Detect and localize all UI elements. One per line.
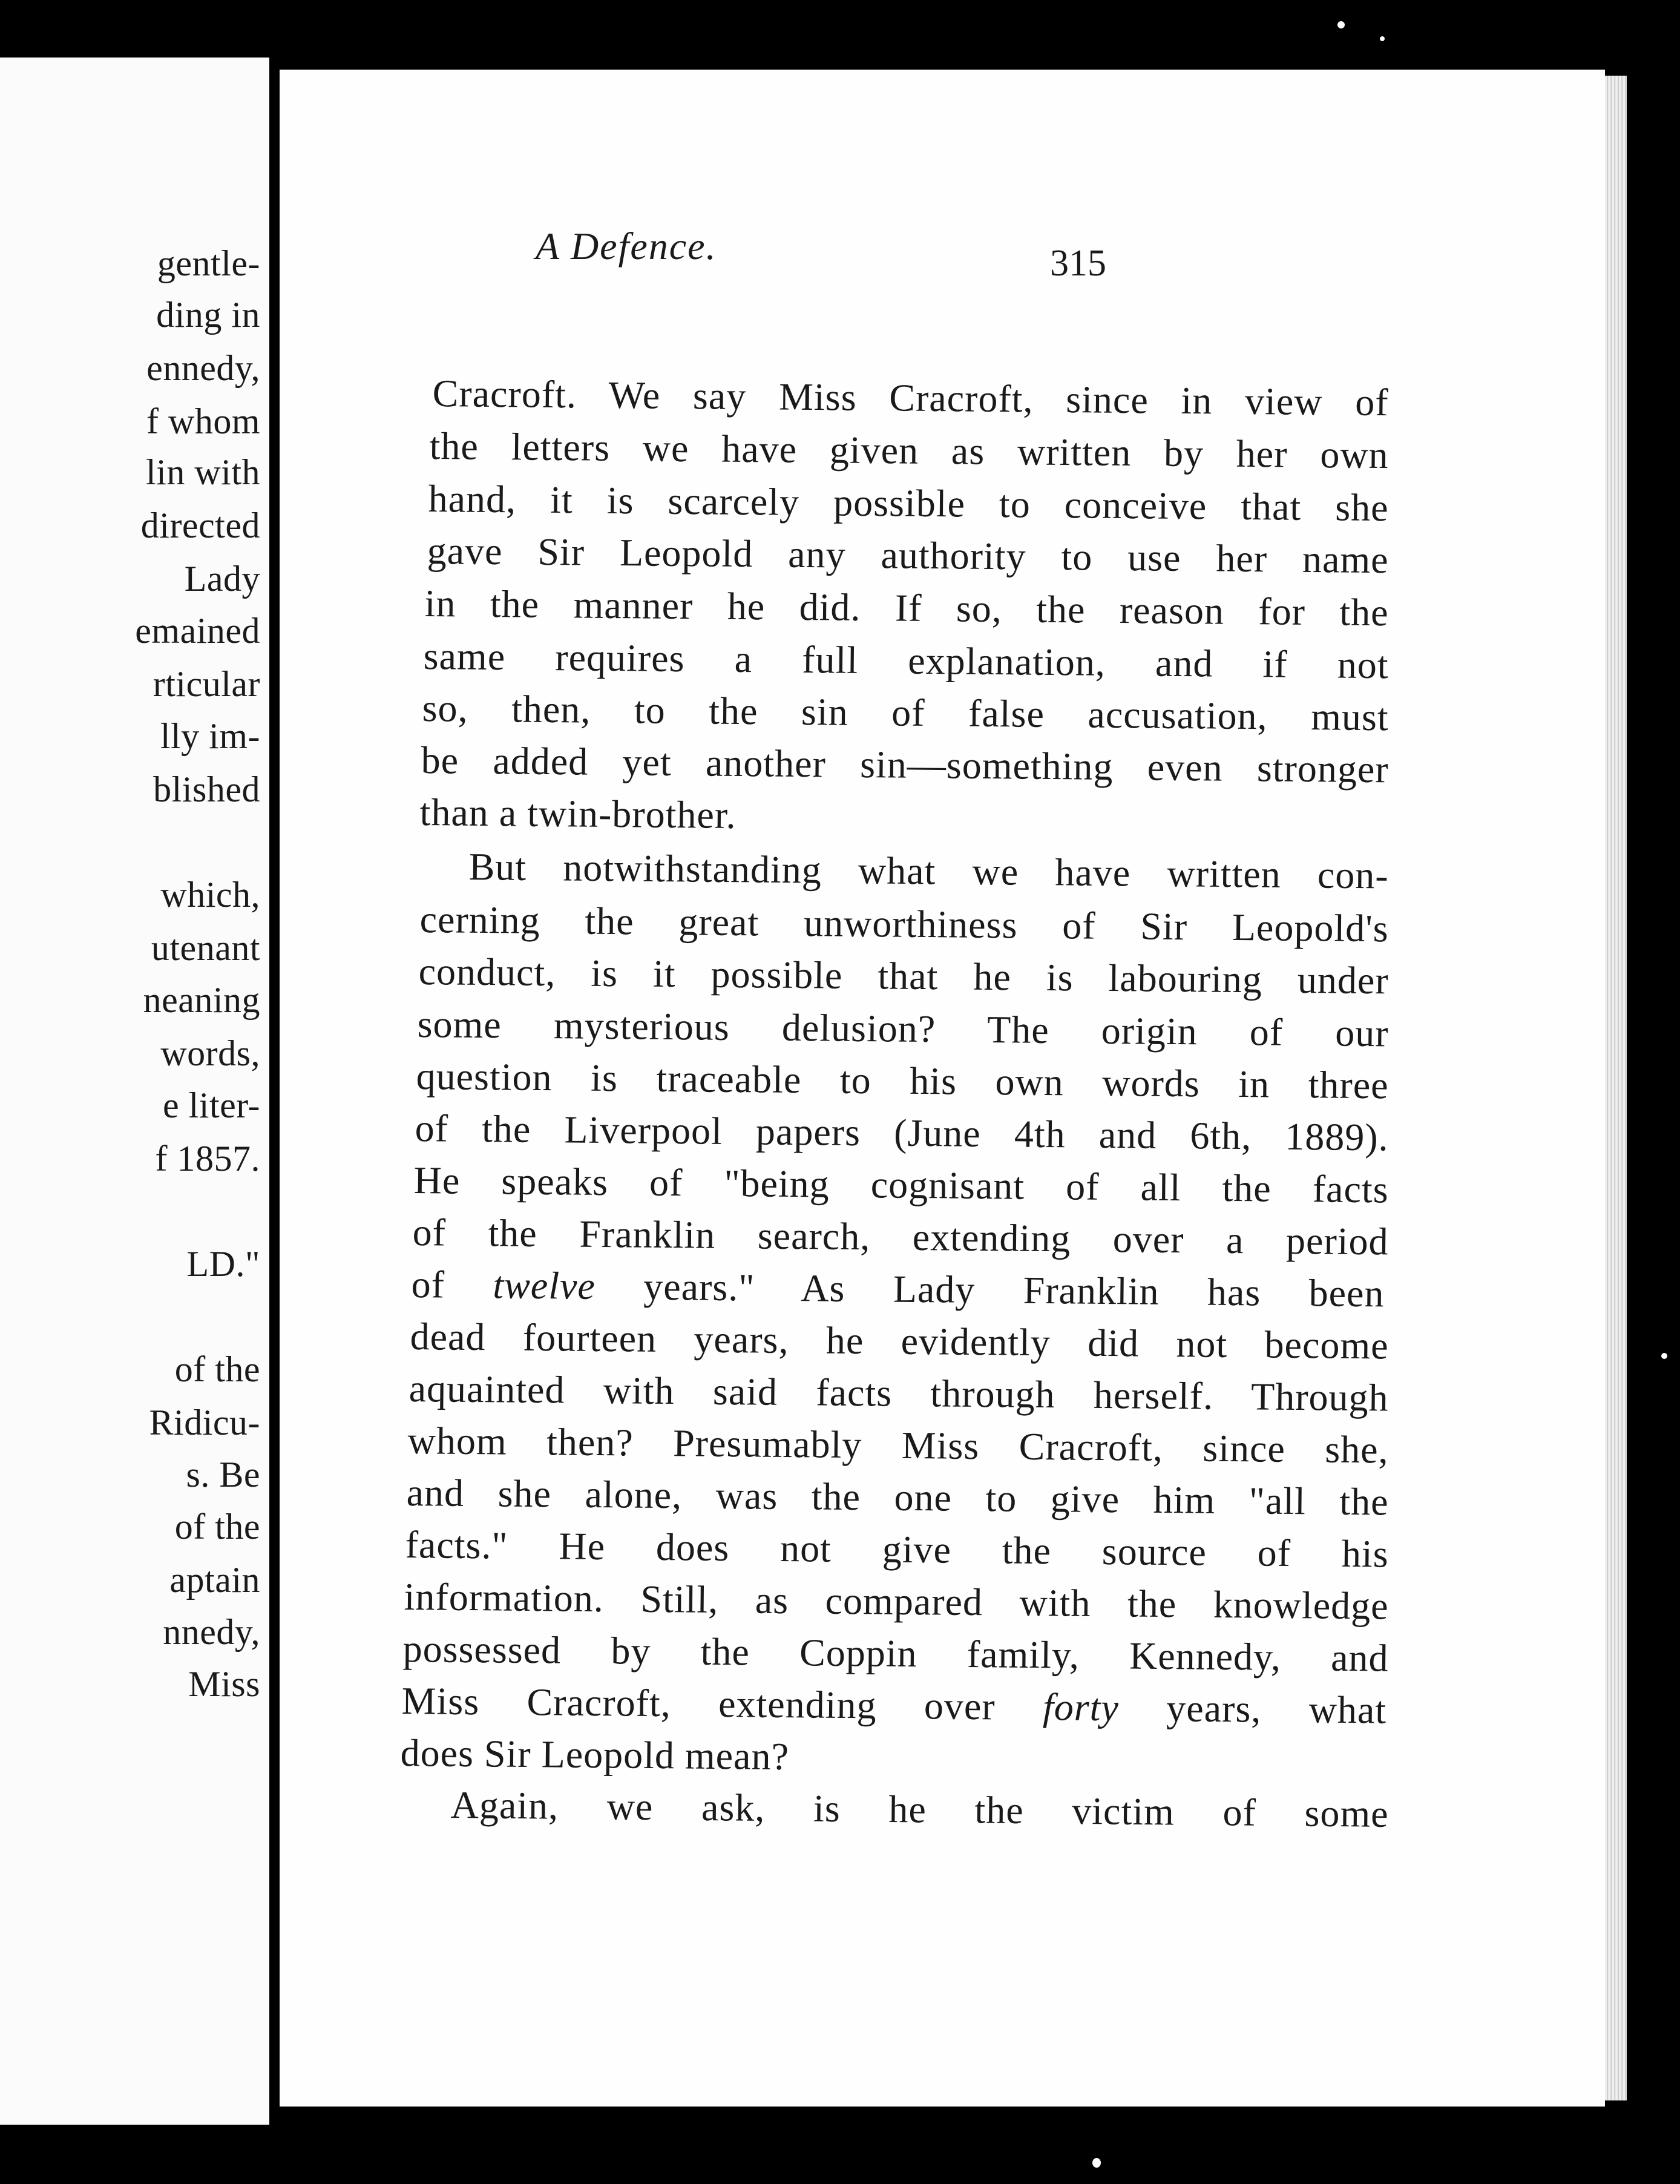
left-page-fragment: blished xyxy=(153,769,260,809)
body-text-line: so, then, to the sin of false accusation, must xyxy=(422,686,1389,739)
body-text-line: conduct, is it possible that he is labouring under xyxy=(418,950,1389,1002)
left-page-fragment: f 1857. xyxy=(155,1139,260,1179)
left-page-fragment: rticular xyxy=(153,664,260,704)
left-page-fragment: Lady xyxy=(184,559,260,599)
left-page-fragment: f whom xyxy=(146,401,260,441)
left-page-fragment: ennedy, xyxy=(146,348,260,388)
body-text-line: facts." He does not give the source of his xyxy=(405,1523,1389,1576)
body-text-line: than a twin-brother. xyxy=(419,791,737,837)
left-page-fragment: aptain xyxy=(169,1560,260,1600)
body-text-line: of twelve years." As Lady Franklin has been xyxy=(411,1263,1385,1315)
body-text-line: in the manner he did. If so, the reason for the xyxy=(424,582,1389,634)
left-page-fragment: neaning xyxy=(143,980,260,1020)
left-page-fragment: gentle- xyxy=(157,243,260,283)
page-edge-stack xyxy=(1605,76,1627,2100)
body-text-line: does Sir Leopold mean? xyxy=(400,1731,790,1778)
scan-speck xyxy=(1092,2158,1101,2168)
body-text-line: of the Franklin search, extending over a period xyxy=(412,1211,1389,1263)
left-page-fragment: nnedy, xyxy=(163,1612,260,1652)
left-page-fragment: s. Be xyxy=(186,1455,260,1495)
body-text-line: Again, we ask, is he the victim of some xyxy=(450,1783,1389,1835)
left-page-fragment: ding in xyxy=(156,295,260,335)
left-page-fragment: emained xyxy=(135,611,260,651)
body-text-line: gave Sir Leopold any authority to use her name xyxy=(427,529,1389,582)
left-facing-page xyxy=(0,58,269,2125)
italic-emphasis: forty xyxy=(1042,1685,1120,1729)
body-text-line: dead fourteen years, he evidently did not become xyxy=(410,1315,1389,1367)
body-text-line: whom then? Presumably Miss Cracroft, since she, xyxy=(407,1419,1389,1472)
body-text-line: cerning the great unworthiness of Sir Leopold's xyxy=(419,898,1389,950)
body-text-line: same requires a full explanation, and if not xyxy=(423,634,1389,687)
body-text-line: But notwithstanding what we have written con- xyxy=(468,845,1389,897)
left-page-fragment: directed xyxy=(140,505,260,545)
body-text-line: aquainted with said facts through herself. Through xyxy=(409,1367,1389,1419)
running-head: A Defence. xyxy=(536,225,717,268)
body-text-line: He speaks of "being cognisant of all the facts xyxy=(413,1159,1389,1211)
scan-speck xyxy=(1380,36,1385,41)
page-number: 315 xyxy=(1050,243,1106,284)
left-page-fragment: lin with xyxy=(145,452,260,492)
left-page-fragment: utenant xyxy=(151,928,260,968)
body-text-line: hand, it is scarcely possible to conceive that she xyxy=(428,477,1389,530)
left-page-fragment: LD." xyxy=(186,1244,260,1284)
italic-emphasis: twelve xyxy=(493,1263,596,1307)
body-text-line: and she alone, was the one to give him "all the xyxy=(406,1471,1389,1524)
body-text-line: of the Liverpool papers (June 4th and 6th, 1889). xyxy=(415,1107,1389,1159)
body-text-line: Cracroft. We say Miss Cracroft, since in view of xyxy=(432,372,1389,424)
body-text-line: some mysterious delusion? The origin of our xyxy=(417,1002,1389,1055)
left-page-fragment: of the xyxy=(174,1507,260,1547)
left-page-fragment: Ridicu- xyxy=(149,1403,260,1442)
scan-speck xyxy=(1661,1353,1667,1359)
left-page-fragment: Miss xyxy=(188,1664,260,1704)
body-text-line: be added yet another sin—something even stronger xyxy=(421,738,1389,791)
body-text-line: the letters we have given as written by her own xyxy=(429,424,1389,477)
left-page-fragment: words, xyxy=(160,1033,260,1073)
body-text-line: question is traceable to his own words in three xyxy=(416,1054,1389,1107)
body-text-line: information. Still, as compared with the knowledge xyxy=(404,1575,1389,1628)
body-text-line: possessed by the Coppin family, Kennedy, and xyxy=(402,1627,1389,1680)
left-page-fragment: lly im- xyxy=(160,716,260,756)
left-page-fragment: of the xyxy=(174,1349,260,1389)
body-text-line: Miss Cracroft, extending over forty years, what xyxy=(401,1679,1387,1732)
scan-speck xyxy=(1337,21,1345,28)
left-page-fragment: e liter- xyxy=(162,1085,260,1125)
left-page-fragment: which, xyxy=(160,875,260,915)
